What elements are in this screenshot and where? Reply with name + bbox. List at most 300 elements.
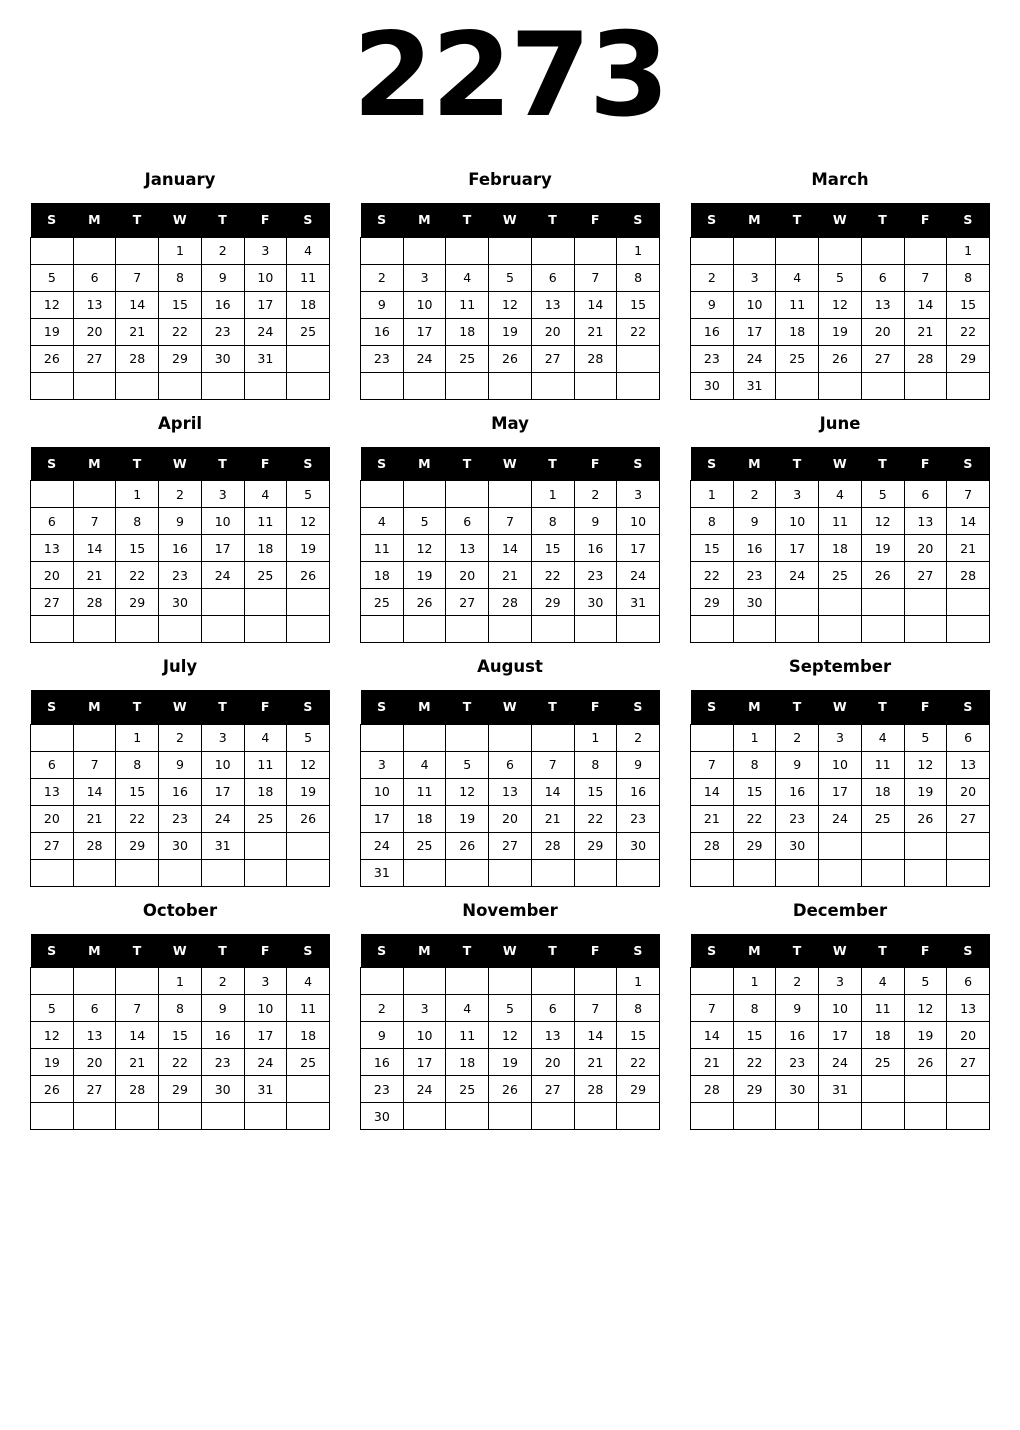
day-cell[interactable]: 15 (733, 1022, 776, 1049)
day-cell[interactable]: 24 (244, 1049, 287, 1076)
day-cell[interactable]: 27 (861, 345, 904, 372)
day-cell[interactable]: 19 (861, 535, 904, 562)
day-cell[interactable]: 17 (244, 1022, 287, 1049)
day-cell[interactable]: 28 (574, 345, 617, 372)
day-cell[interactable]: 11 (287, 264, 330, 291)
day-cell[interactable]: 8 (116, 508, 159, 535)
day-cell[interactable]: 6 (531, 995, 574, 1022)
day-cell[interactable]: 31 (617, 589, 660, 616)
day-cell[interactable]: 17 (403, 318, 446, 345)
day-cell[interactable]: 2 (776, 968, 819, 995)
day-cell[interactable]: 1 (947, 237, 990, 264)
day-cell[interactable]: 8 (116, 751, 159, 778)
day-cell[interactable]: 2 (733, 481, 776, 508)
day-cell[interactable]: 10 (776, 508, 819, 535)
day-cell[interactable]: 16 (361, 318, 404, 345)
day-cell[interactable]: 12 (31, 291, 74, 318)
day-cell[interactable]: 12 (489, 1022, 532, 1049)
day-cell[interactable]: 18 (361, 562, 404, 589)
day-cell[interactable]: 20 (73, 318, 116, 345)
day-cell[interactable]: 3 (244, 237, 287, 264)
day-cell[interactable]: 16 (776, 1022, 819, 1049)
day-cell[interactable]: 22 (159, 1049, 202, 1076)
day-cell[interactable]: 7 (904, 264, 947, 291)
day-cell[interactable]: 18 (861, 778, 904, 805)
day-cell[interactable]: 20 (31, 562, 74, 589)
day-cell[interactable]: 14 (904, 291, 947, 318)
day-cell[interactable]: 30 (776, 1076, 819, 1103)
day-cell[interactable]: 5 (403, 508, 446, 535)
day-cell[interactable]: 28 (73, 589, 116, 616)
day-cell[interactable]: 3 (617, 481, 660, 508)
day-cell[interactable]: 14 (116, 291, 159, 318)
day-cell[interactable]: 13 (489, 778, 532, 805)
day-cell[interactable]: 6 (489, 751, 532, 778)
day-cell[interactable]: 1 (574, 724, 617, 751)
day-cell[interactable]: 18 (403, 805, 446, 832)
day-cell[interactable]: 23 (733, 562, 776, 589)
day-cell[interactable]: 10 (201, 508, 244, 535)
day-cell[interactable]: 29 (116, 832, 159, 859)
day-cell[interactable]: 17 (819, 1022, 862, 1049)
day-cell[interactable]: 9 (776, 751, 819, 778)
day-cell[interactable]: 16 (617, 778, 660, 805)
day-cell[interactable]: 28 (116, 1076, 159, 1103)
day-cell[interactable]: 28 (947, 562, 990, 589)
day-cell[interactable]: 21 (574, 318, 617, 345)
day-cell[interactable]: 1 (531, 481, 574, 508)
day-cell[interactable]: 27 (947, 805, 990, 832)
day-cell[interactable]: 10 (244, 995, 287, 1022)
day-cell[interactable]: 3 (403, 264, 446, 291)
day-cell[interactable]: 5 (31, 995, 74, 1022)
day-cell[interactable]: 21 (904, 318, 947, 345)
day-cell[interactable]: 19 (904, 778, 947, 805)
day-cell[interactable]: 6 (947, 968, 990, 995)
day-cell[interactable]: 23 (574, 562, 617, 589)
day-cell[interactable]: 8 (617, 995, 660, 1022)
day-cell[interactable]: 4 (244, 724, 287, 751)
day-cell[interactable]: 13 (446, 535, 489, 562)
day-cell[interactable]: 11 (446, 291, 489, 318)
day-cell[interactable]: 1 (116, 724, 159, 751)
day-cell[interactable]: 19 (489, 318, 532, 345)
day-cell[interactable]: 13 (73, 1022, 116, 1049)
day-cell[interactable]: 16 (159, 778, 202, 805)
day-cell[interactable]: 8 (733, 751, 776, 778)
day-cell[interactable]: 7 (116, 264, 159, 291)
day-cell[interactable]: 15 (531, 535, 574, 562)
day-cell[interactable]: 3 (819, 724, 862, 751)
day-cell[interactable]: 12 (489, 291, 532, 318)
day-cell[interactable]: 28 (531, 832, 574, 859)
day-cell[interactable]: 30 (201, 345, 244, 372)
day-cell[interactable]: 10 (819, 751, 862, 778)
day-cell[interactable]: 15 (947, 291, 990, 318)
day-cell[interactable]: 24 (403, 345, 446, 372)
day-cell[interactable]: 13 (904, 508, 947, 535)
day-cell[interactable]: 18 (446, 1049, 489, 1076)
day-cell[interactable]: 23 (361, 1076, 404, 1103)
day-cell[interactable]: 1 (691, 481, 734, 508)
day-cell[interactable]: 13 (31, 535, 74, 562)
day-cell[interactable]: 4 (446, 264, 489, 291)
day-cell[interactable]: 24 (776, 562, 819, 589)
day-cell[interactable]: 7 (73, 751, 116, 778)
day-cell[interactable]: 28 (489, 589, 532, 616)
day-cell[interactable]: 24 (617, 562, 660, 589)
day-cell[interactable]: 23 (159, 805, 202, 832)
day-cell[interactable]: 12 (287, 751, 330, 778)
day-cell[interactable]: 22 (574, 805, 617, 832)
day-cell[interactable]: 29 (733, 1076, 776, 1103)
day-cell[interactable]: 13 (531, 291, 574, 318)
day-cell[interactable]: 31 (819, 1076, 862, 1103)
day-cell[interactable]: 7 (574, 264, 617, 291)
day-cell[interactable]: 3 (244, 968, 287, 995)
day-cell[interactable]: 26 (403, 589, 446, 616)
day-cell[interactable]: 2 (361, 995, 404, 1022)
day-cell[interactable]: 5 (489, 264, 532, 291)
day-cell[interactable]: 26 (287, 562, 330, 589)
day-cell[interactable]: 10 (403, 291, 446, 318)
day-cell[interactable]: 19 (31, 318, 74, 345)
day-cell[interactable]: 6 (861, 264, 904, 291)
day-cell[interactable]: 16 (361, 1049, 404, 1076)
day-cell[interactable]: 12 (31, 1022, 74, 1049)
day-cell[interactable]: 7 (73, 508, 116, 535)
day-cell[interactable]: 21 (116, 1049, 159, 1076)
day-cell[interactable]: 15 (733, 778, 776, 805)
day-cell[interactable]: 31 (244, 345, 287, 372)
day-cell[interactable]: 3 (776, 481, 819, 508)
day-cell[interactable]: 24 (361, 832, 404, 859)
day-cell[interactable]: 6 (31, 751, 74, 778)
day-cell[interactable]: 9 (361, 291, 404, 318)
day-cell[interactable]: 5 (904, 968, 947, 995)
day-cell[interactable]: 12 (904, 751, 947, 778)
day-cell[interactable]: 10 (403, 1022, 446, 1049)
day-cell[interactable]: 17 (733, 318, 776, 345)
day-cell[interactable]: 7 (489, 508, 532, 535)
day-cell[interactable]: 20 (861, 318, 904, 345)
day-cell[interactable]: 25 (244, 805, 287, 832)
day-cell[interactable]: 25 (861, 805, 904, 832)
day-cell[interactable]: 11 (861, 995, 904, 1022)
day-cell[interactable]: 4 (776, 264, 819, 291)
day-cell[interactable]: 25 (287, 1049, 330, 1076)
day-cell[interactable]: 22 (116, 562, 159, 589)
day-cell[interactable]: 18 (446, 318, 489, 345)
day-cell[interactable]: 16 (733, 535, 776, 562)
day-cell[interactable]: 20 (31, 805, 74, 832)
day-cell[interactable]: 8 (617, 264, 660, 291)
day-cell[interactable]: 1 (116, 481, 159, 508)
day-cell[interactable]: 22 (116, 805, 159, 832)
day-cell[interactable]: 30 (733, 589, 776, 616)
day-cell[interactable]: 18 (819, 535, 862, 562)
day-cell[interactable]: 8 (733, 995, 776, 1022)
day-cell[interactable]: 8 (691, 508, 734, 535)
day-cell[interactable]: 5 (446, 751, 489, 778)
day-cell[interactable]: 15 (116, 778, 159, 805)
day-cell[interactable]: 12 (861, 508, 904, 535)
day-cell[interactable]: 18 (244, 535, 287, 562)
day-cell[interactable]: 18 (244, 778, 287, 805)
day-cell[interactable]: 22 (947, 318, 990, 345)
day-cell[interactable]: 2 (201, 968, 244, 995)
day-cell[interactable]: 31 (361, 859, 404, 886)
day-cell[interactable]: 27 (73, 1076, 116, 1103)
day-cell[interactable]: 22 (159, 318, 202, 345)
day-cell[interactable]: 14 (489, 535, 532, 562)
day-cell[interactable]: 3 (361, 751, 404, 778)
day-cell[interactable]: 20 (531, 318, 574, 345)
day-cell[interactable]: 6 (31, 508, 74, 535)
day-cell[interactable]: 13 (73, 291, 116, 318)
day-cell[interactable]: 26 (287, 805, 330, 832)
day-cell[interactable]: 13 (861, 291, 904, 318)
day-cell[interactable]: 21 (73, 805, 116, 832)
day-cell[interactable]: 23 (201, 318, 244, 345)
day-cell[interactable]: 30 (617, 832, 660, 859)
day-cell[interactable]: 1 (159, 237, 202, 264)
day-cell[interactable]: 5 (287, 724, 330, 751)
day-cell[interactable]: 8 (531, 508, 574, 535)
day-cell[interactable]: 6 (73, 995, 116, 1022)
day-cell[interactable]: 19 (287, 778, 330, 805)
day-cell[interactable]: 4 (446, 995, 489, 1022)
day-cell[interactable]: 25 (403, 832, 446, 859)
day-cell[interactable]: 17 (201, 778, 244, 805)
day-cell[interactable]: 29 (159, 1076, 202, 1103)
day-cell[interactable]: 9 (617, 751, 660, 778)
day-cell[interactable]: 1 (733, 968, 776, 995)
day-cell[interactable]: 22 (733, 1049, 776, 1076)
day-cell[interactable]: 9 (776, 995, 819, 1022)
day-cell[interactable]: 27 (489, 832, 532, 859)
day-cell[interactable]: 15 (159, 291, 202, 318)
day-cell[interactable]: 4 (819, 481, 862, 508)
day-cell[interactable]: 3 (819, 968, 862, 995)
day-cell[interactable]: 24 (201, 562, 244, 589)
day-cell[interactable]: 15 (574, 778, 617, 805)
day-cell[interactable]: 12 (287, 508, 330, 535)
day-cell[interactable]: 3 (403, 995, 446, 1022)
day-cell[interactable]: 26 (819, 345, 862, 372)
day-cell[interactable]: 15 (617, 1022, 660, 1049)
day-cell[interactable]: 26 (489, 345, 532, 372)
day-cell[interactable]: 15 (691, 535, 734, 562)
day-cell[interactable]: 21 (691, 805, 734, 832)
day-cell[interactable]: 6 (904, 481, 947, 508)
day-cell[interactable]: 2 (361, 264, 404, 291)
day-cell[interactable]: 3 (201, 481, 244, 508)
day-cell[interactable]: 22 (531, 562, 574, 589)
day-cell[interactable]: 25 (446, 345, 489, 372)
day-cell[interactable]: 29 (691, 589, 734, 616)
day-cell[interactable]: 23 (159, 562, 202, 589)
day-cell[interactable]: 24 (819, 805, 862, 832)
day-cell[interactable]: 4 (361, 508, 404, 535)
day-cell[interactable]: 27 (531, 345, 574, 372)
day-cell[interactable]: 4 (244, 481, 287, 508)
day-cell[interactable]: 18 (861, 1022, 904, 1049)
day-cell[interactable]: 28 (691, 1076, 734, 1103)
day-cell[interactable]: 12 (446, 778, 489, 805)
day-cell[interactable]: 12 (904, 995, 947, 1022)
day-cell[interactable]: 7 (531, 751, 574, 778)
day-cell[interactable]: 11 (287, 995, 330, 1022)
day-cell[interactable]: 11 (861, 751, 904, 778)
day-cell[interactable]: 20 (947, 778, 990, 805)
day-cell[interactable]: 7 (691, 995, 734, 1022)
day-cell[interactable]: 31 (244, 1076, 287, 1103)
day-cell[interactable]: 29 (574, 832, 617, 859)
day-cell[interactable]: 16 (201, 1022, 244, 1049)
day-cell[interactable]: 21 (73, 562, 116, 589)
day-cell[interactable]: 4 (287, 968, 330, 995)
day-cell[interactable]: 26 (31, 345, 74, 372)
day-cell[interactable]: 4 (861, 724, 904, 751)
day-cell[interactable]: 3 (733, 264, 776, 291)
day-cell[interactable]: 27 (947, 1049, 990, 1076)
day-cell[interactable]: 17 (776, 535, 819, 562)
day-cell[interactable]: 2 (159, 481, 202, 508)
day-cell[interactable]: 11 (361, 535, 404, 562)
day-cell[interactable]: 9 (159, 508, 202, 535)
day-cell[interactable]: 2 (776, 724, 819, 751)
day-cell[interactable]: 23 (361, 345, 404, 372)
day-cell[interactable]: 17 (244, 291, 287, 318)
day-cell[interactable]: 19 (819, 318, 862, 345)
day-cell[interactable]: 28 (691, 832, 734, 859)
day-cell[interactable]: 10 (244, 264, 287, 291)
day-cell[interactable]: 27 (904, 562, 947, 589)
day-cell[interactable]: 27 (31, 589, 74, 616)
day-cell[interactable]: 4 (861, 968, 904, 995)
day-cell[interactable]: 17 (361, 805, 404, 832)
day-cell[interactable]: 15 (617, 291, 660, 318)
day-cell[interactable]: 9 (361, 1022, 404, 1049)
day-cell[interactable]: 6 (531, 264, 574, 291)
day-cell[interactable]: 17 (403, 1049, 446, 1076)
day-cell[interactable]: 25 (819, 562, 862, 589)
day-cell[interactable]: 24 (819, 1049, 862, 1076)
day-cell[interactable]: 25 (244, 562, 287, 589)
day-cell[interactable]: 1 (159, 968, 202, 995)
day-cell[interactable]: 1 (617, 237, 660, 264)
day-cell[interactable]: 10 (733, 291, 776, 318)
day-cell[interactable]: 2 (574, 481, 617, 508)
day-cell[interactable]: 10 (361, 778, 404, 805)
day-cell[interactable]: 19 (904, 1022, 947, 1049)
day-cell[interactable]: 20 (947, 1022, 990, 1049)
day-cell[interactable]: 9 (733, 508, 776, 535)
day-cell[interactable]: 26 (489, 1076, 532, 1103)
day-cell[interactable]: 31 (201, 832, 244, 859)
day-cell[interactable]: 23 (776, 805, 819, 832)
day-cell[interactable]: 28 (904, 345, 947, 372)
day-cell[interactable]: 14 (691, 778, 734, 805)
day-cell[interactable]: 14 (73, 778, 116, 805)
day-cell[interactable]: 23 (201, 1049, 244, 1076)
day-cell[interactable]: 21 (531, 805, 574, 832)
day-cell[interactable]: 14 (73, 535, 116, 562)
day-cell[interactable]: 11 (819, 508, 862, 535)
day-cell[interactable]: 30 (574, 589, 617, 616)
day-cell[interactable]: 19 (446, 805, 489, 832)
day-cell[interactable]: 16 (574, 535, 617, 562)
day-cell[interactable]: 20 (904, 535, 947, 562)
day-cell[interactable]: 6 (947, 724, 990, 751)
day-cell[interactable]: 23 (617, 805, 660, 832)
day-cell[interactable]: 6 (73, 264, 116, 291)
day-cell[interactable]: 16 (159, 535, 202, 562)
day-cell[interactable]: 11 (446, 1022, 489, 1049)
day-cell[interactable]: 14 (574, 291, 617, 318)
day-cell[interactable]: 25 (446, 1076, 489, 1103)
day-cell[interactable]: 11 (244, 508, 287, 535)
day-cell[interactable]: 18 (287, 291, 330, 318)
day-cell[interactable]: 26 (904, 805, 947, 832)
day-cell[interactable]: 7 (574, 995, 617, 1022)
day-cell[interactable]: 23 (776, 1049, 819, 1076)
day-cell[interactable]: 26 (904, 1049, 947, 1076)
day-cell[interactable]: 28 (116, 345, 159, 372)
day-cell[interactable]: 11 (403, 778, 446, 805)
day-cell[interactable]: 5 (287, 481, 330, 508)
day-cell[interactable]: 5 (861, 481, 904, 508)
day-cell[interactable]: 23 (691, 345, 734, 372)
day-cell[interactable]: 29 (531, 589, 574, 616)
day-cell[interactable]: 4 (403, 751, 446, 778)
day-cell[interactable]: 29 (733, 832, 776, 859)
day-cell[interactable]: 25 (287, 318, 330, 345)
day-cell[interactable]: 22 (617, 318, 660, 345)
day-cell[interactable]: 27 (73, 345, 116, 372)
day-cell[interactable]: 11 (244, 751, 287, 778)
day-cell[interactable]: 20 (489, 805, 532, 832)
day-cell[interactable]: 27 (31, 832, 74, 859)
day-cell[interactable]: 22 (617, 1049, 660, 1076)
day-cell[interactable]: 7 (947, 481, 990, 508)
day-cell[interactable]: 8 (159, 995, 202, 1022)
day-cell[interactable]: 31 (733, 372, 776, 399)
day-cell[interactable]: 25 (776, 345, 819, 372)
day-cell[interactable]: 21 (116, 318, 159, 345)
day-cell[interactable]: 15 (159, 1022, 202, 1049)
day-cell[interactable]: 11 (776, 291, 819, 318)
day-cell[interactable]: 27 (531, 1076, 574, 1103)
day-cell[interactable]: 2 (691, 264, 734, 291)
day-cell[interactable]: 19 (287, 535, 330, 562)
day-cell[interactable]: 14 (691, 1022, 734, 1049)
day-cell[interactable]: 8 (159, 264, 202, 291)
day-cell[interactable]: 29 (159, 345, 202, 372)
day-cell[interactable]: 6 (446, 508, 489, 535)
day-cell[interactable]: 17 (819, 778, 862, 805)
day-cell[interactable]: 12 (403, 535, 446, 562)
day-cell[interactable]: 14 (947, 508, 990, 535)
day-cell[interactable]: 19 (31, 1049, 74, 1076)
day-cell[interactable]: 8 (947, 264, 990, 291)
day-cell[interactable]: 17 (201, 535, 244, 562)
day-cell[interactable]: 26 (446, 832, 489, 859)
day-cell[interactable]: 2 (201, 237, 244, 264)
day-cell[interactable]: 9 (201, 995, 244, 1022)
day-cell[interactable]: 30 (201, 1076, 244, 1103)
